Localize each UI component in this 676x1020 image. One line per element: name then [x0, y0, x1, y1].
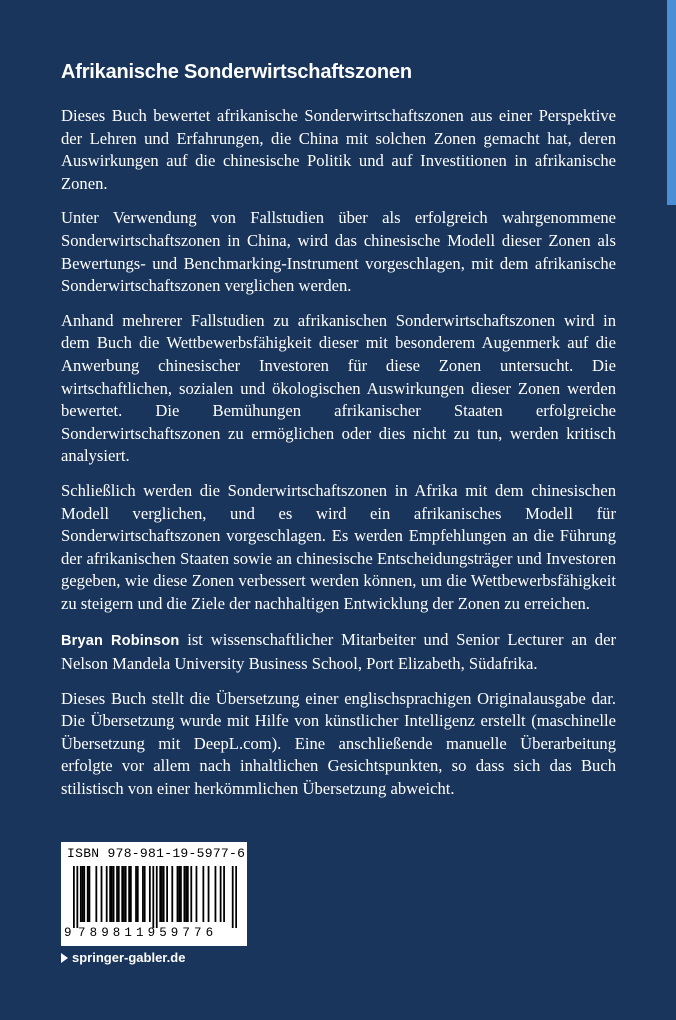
barcode-bar: [83, 866, 85, 922]
ean-digit-groups: 789811959776: [78, 926, 218, 940]
barcode-bar: [87, 866, 89, 922]
barcode-bar: [223, 866, 225, 922]
barcode-bar: [130, 866, 132, 922]
barcode-bar: [106, 866, 108, 922]
author-bio: [61, 629, 616, 675]
barcode-bar: [159, 866, 161, 922]
barcode-bar: [135, 866, 137, 922]
barcode-bar: [113, 866, 115, 922]
barcode-bar: [95, 866, 97, 922]
barcode-bar: [185, 866, 187, 922]
barcode-bar: [161, 866, 163, 922]
barcode-bar: [80, 866, 82, 922]
description-paragraph-4: Schließlich werden die Sonderwirtschaftszonen in Afrika mit dem chinesischen Modell verglichen, und es wird ein afrikanisches Modell für Sonderwirtschaftszonen vorgeschlagen. Es werden Empfehlungen an die Führung der afrikanischen Staaten sowie an chinesische Entscheidungsträger und Investoren gegeben, wie diese Zonen verbessert werden können, um die Wettbewerbsfähigkeit zu steigern und die Ziele der nachhaltigen Entwicklung der Zonen zu erreichen.: [61, 480, 616, 613]
barcode-bar: [101, 866, 103, 922]
barcode-bar: [152, 866, 154, 928]
barcode-bar: [111, 866, 113, 922]
barcode-bar: [82, 866, 84, 922]
barcode-bar: [123, 866, 125, 922]
barcode-bar: [163, 866, 165, 922]
barcode-bar: [190, 866, 192, 922]
barcode-bar: [125, 866, 127, 922]
barcode-bar: [196, 866, 198, 922]
barcode-bar: [142, 866, 144, 922]
barcode-bar: [149, 866, 151, 922]
ean-lead-digit: 9: [64, 926, 72, 940]
barcode-bar: [116, 866, 118, 922]
barcode-bar: [121, 866, 123, 922]
barcode-bar: [73, 866, 75, 928]
barcode-bar: [137, 866, 139, 922]
isbn-barcode: [61, 842, 247, 946]
description-paragraph-1: Dieses Buch bewertet afrikanische Sonderwirtschaftszonen aus einer Perspektive der Lehren und Erfahrungen, die China mit solchen Zonen gemacht hat, deren Auswirkungen auf die chinesische Politik und auf Investitionen in afrikanische Zonen.: [61, 106, 616, 193]
barcode-bar: [177, 866, 179, 922]
barcode-bar: [118, 866, 120, 922]
barcode-bar: [180, 866, 182, 922]
back-cover-text: [61, 58, 616, 813]
translation-note: Dieses Buch stellt die Übersetzung einer englischsprachigen Originalausgabe dar. Die Übersetzung wurde mit Hilfe von künstlicher Intelligenz erstellt (maschinelle Übersetzung mit DeepL.com). Eine anschließende manuelle Überarbeitung erfolgte vor allem nach inhaltlichen Gesichtspunkten, so dass sich das Buch stilistisch von einer herkömmlichen Übersetzung abweicht.: [61, 688, 616, 799]
author-name: Bryan Robinson: [61, 633, 180, 650]
barcode-bar: [166, 866, 168, 922]
barcode-bar: [235, 866, 237, 928]
publisher-link[interactable]: [61, 950, 185, 965]
barcode-bar: [187, 866, 189, 922]
barcode-bar: [76, 866, 78, 928]
description-paragraph-3: Anhand mehrerer Fallstudien zu afrikanischen Sonderwirtschaftszonen wird in dem Buch die Wettbewerbsfähigkeit dieser mit besonderem Augenmerk auf die Anwerbung chinesischer Investoren für diese Zonen untersucht. Die wirtschaftlichen, sozialen und ökologischen Auswirkungen dieser Zonen werden bewertet. Die Bemühungen afrikanischer Staaten erfolgreiche Sonderwirtschaftszonen zu ermöglichen oder dies nicht zu tun, werden kritisch analysiert.: [61, 310, 616, 466]
author-bio-text: ist wissenschaftlicher Mitarbeiter und Senior Lecturer an der Nelson Mandela University Business School, Port Elizabeth, Südafrika.: [61, 630, 616, 674]
barcode-bar: [156, 866, 158, 928]
barcode-bar: [128, 866, 130, 922]
description-paragraph-2: Unter Verwendung von Fallstudien über als erfolgreich wahrgenommene Sonderwirtschaftszonen in China, wird das chinesische Modell dieser Zonen als Bewertungs- und Benchmarking-Instrument vorgeschlagen, mit dem afrikanische Sonderwirtschaftszonen verglichen werden.: [61, 208, 616, 296]
barcode-bar: [202, 866, 204, 922]
isbn-label: ISBN 978-981-19-5977-6: [67, 846, 246, 861]
barcode-bar: [178, 866, 180, 922]
barcode-bar: [109, 866, 111, 922]
barcode-bar: [220, 866, 222, 922]
accent-bar: [667, 0, 676, 205]
barcode-bar: [89, 866, 91, 922]
book-title: Afrikanische Sonderwirtschaftszonen: [61, 61, 412, 83]
barcode-bar: [144, 866, 146, 922]
barcode-bar: [208, 866, 210, 922]
barcode-bar: [232, 866, 234, 928]
publisher-url: springer-gabler.de: [72, 950, 186, 965]
arrow-right-icon: [61, 953, 68, 963]
barcode-bar: [171, 866, 173, 922]
barcode-bars: [73, 866, 237, 928]
barcode-bar: [215, 866, 217, 922]
ean-digits: [61, 926, 247, 944]
barcode-bar: [183, 866, 185, 922]
